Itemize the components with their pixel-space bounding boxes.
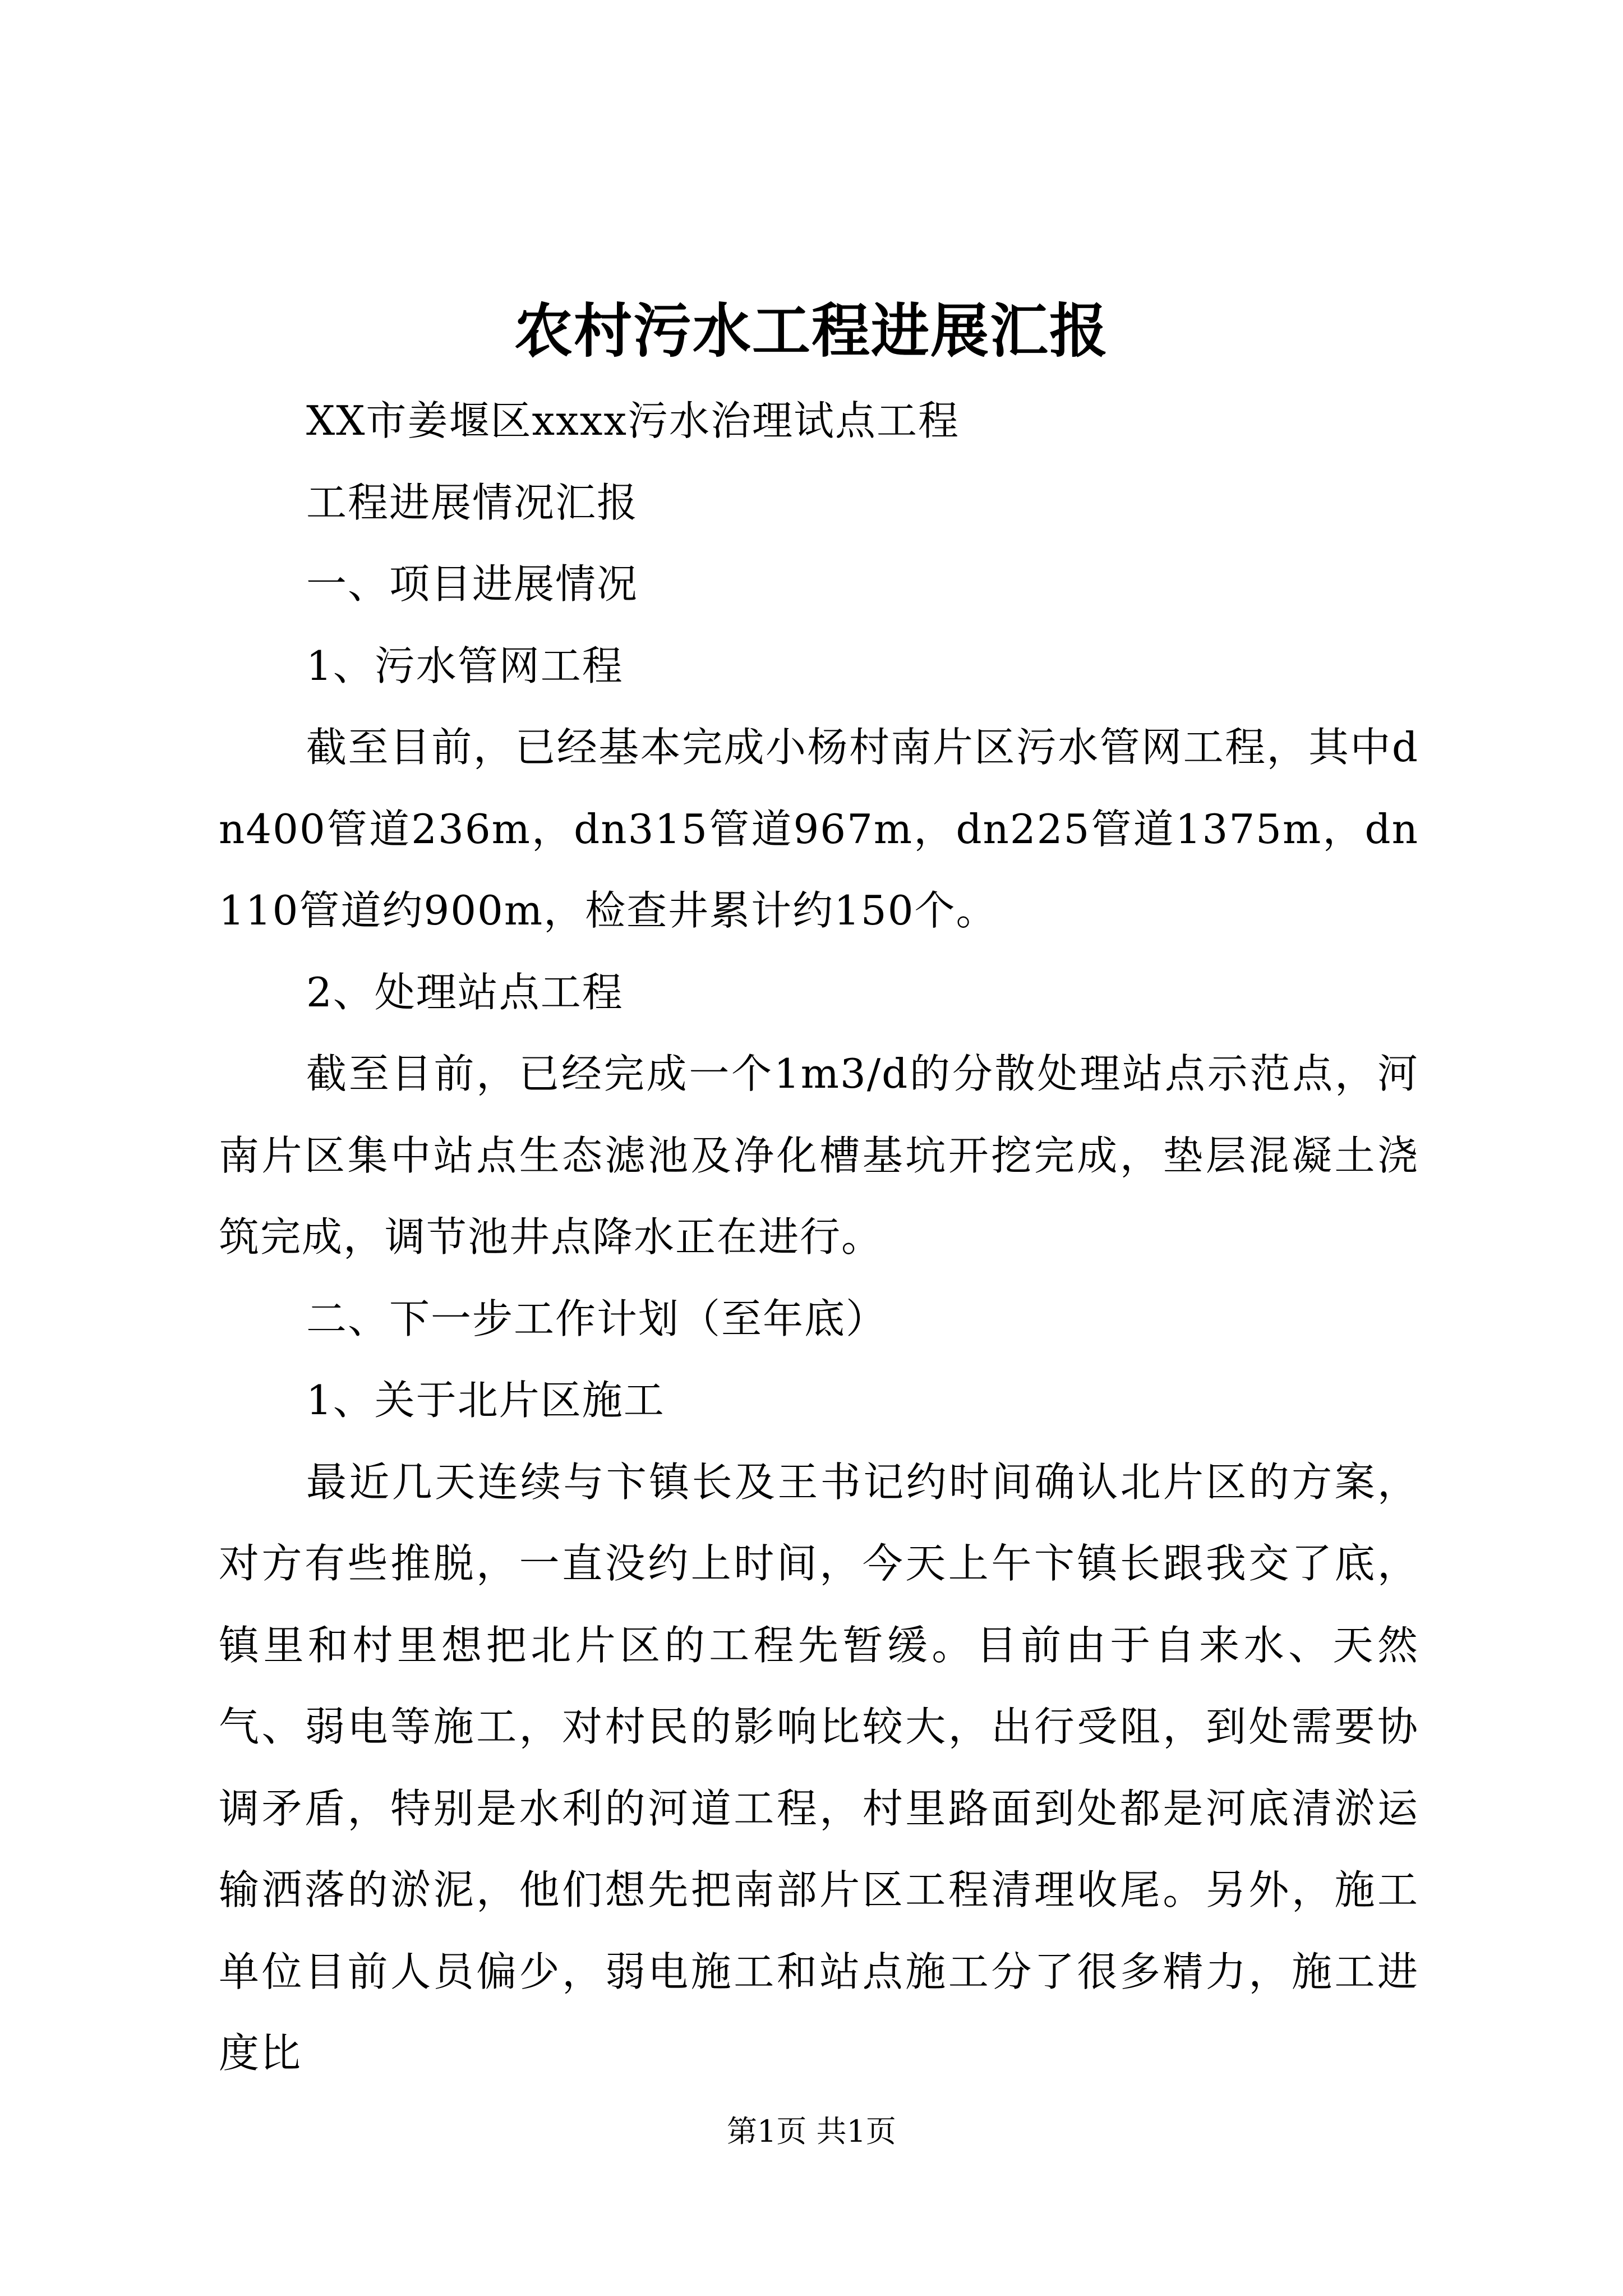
- paragraph-report-subtitle: 工程进展情况汇报: [306, 478, 639, 526]
- section-heading-progress: 一、项目进展情况: [306, 560, 639, 608]
- paragraph-north-area: 最近几天连续与卞镇长及王书记约时间确认北片区的方案，对方有些推脱，一直没约上时间，今天上午卞镇长跟我交了底，镇里和村里想把北片区的工程先暂缓。目前由于自来水、天然气、弱电等施工，对村民的影响比较大，出行受阻，到处需要协调矛盾，特别是水利的河道工程，村里路面到处都是河底清淤运输洒落的淤泥，他们想先把南部片区工程清理收尾。另外，施工单位目前人员偏少，弱电施工和站点施工分了很多精力，施工进度比: [219, 1458, 1419, 2077]
- document-title: 农村污水工程进展汇报: [514, 296, 1109, 365]
- section-heading-next-plan: 二、下一步工作计划（至年底）: [306, 1295, 888, 1342]
- paragraph-project-name: XX市姜堰区xxxx污水治理试点工程: [306, 397, 960, 444]
- page-footer: 第1页 共1页: [727, 2114, 896, 2149]
- subheading-pipe-network: 1、污水管网工程: [306, 642, 624, 689]
- paragraph-treatment-station: 截至目前，已经完成一个1m3/d的分散处理站点示范点，河南片区集中站点生态滤池及净化槽基坑开挖完成，垫层混凝土浇筑完成，调节池井点降水正在进行。: [219, 1050, 1419, 1260]
- subheading-north-area: 1、关于北片区施工: [306, 1377, 665, 1424]
- subheading-treatment-station: 2、处理站点工程: [306, 968, 624, 1016]
- document-body: [219, 380, 1419, 2095]
- paragraph-pipe-network: 截至目前，已经基本完成小杨村南片区污水管网工程，其中dn400管道236m，dn315管道967m，dn225管道1375m，dn110管道约900m，检查井累计约150个。: [219, 724, 1419, 934]
